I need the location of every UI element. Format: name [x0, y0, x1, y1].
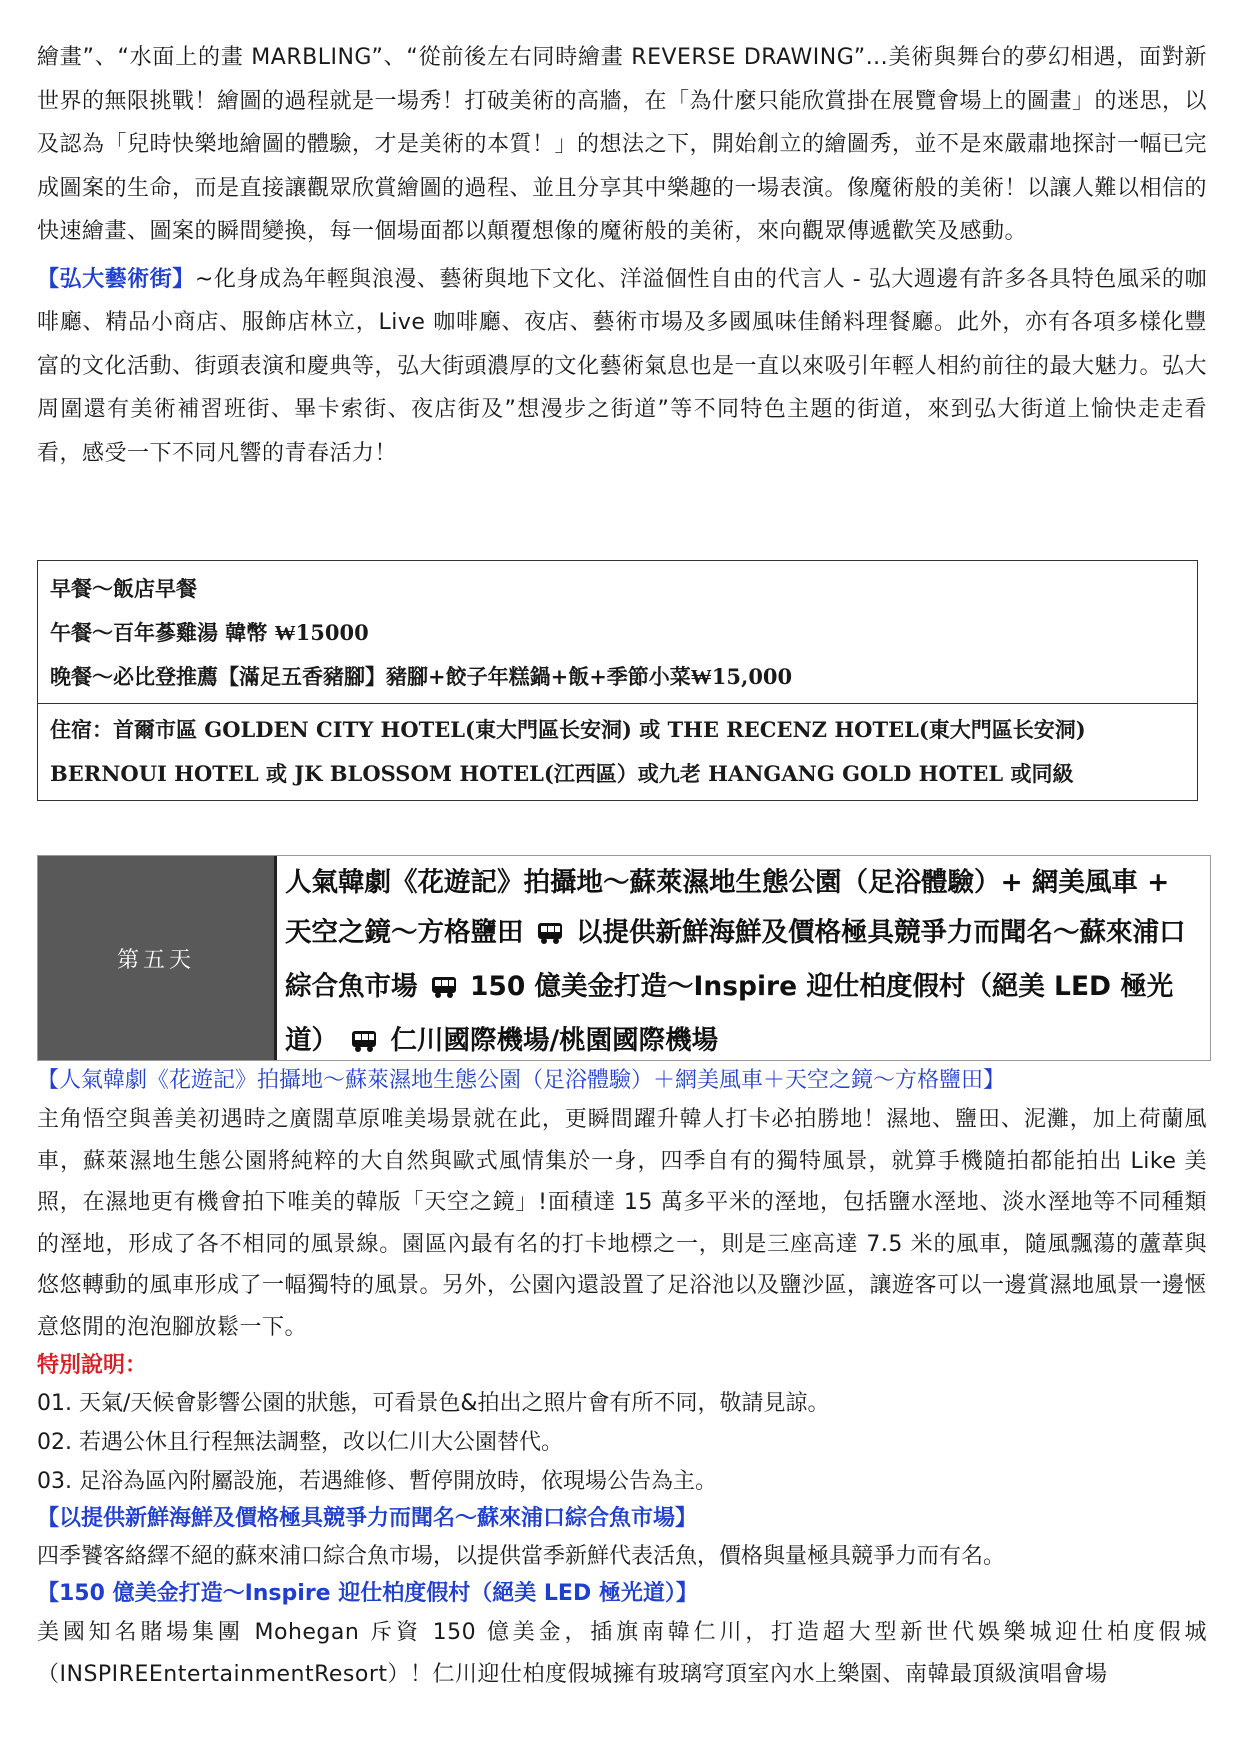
bus-icon: [430, 966, 458, 1016]
dinner-line: 晚餐～必比登推薦【滿足五香豬腳】豬腳+餃子年糕鍋+飯+季節小菜₩15,000: [50, 664, 793, 689]
day5-title: [277, 856, 1210, 1060]
intro-rest: 幻相遇，面對新世界的無限挑戰！繪圖的過程就是一場秀！打破美術的高牆，在「為什麼只能欣賞掛在展覽會場上的圖畫」的迷思，以及認為「兒時快樂地繪圖的體驗，才是美術的本質！」的想法之下，開始創立的繪圖秀，並不是來嚴肅地探討一幅已完成圖案的生命，而是直接讓觀眾欣賞繪圖的過程、並且分享其中樂趣的一場表演。像魔術般的美術！以讓人難以相信的快速繪畫、圖案的瞬間變換，每一個場面都以顛覆想像的魔術般的美術，來向觀眾傳遞歡笑及感動。: [37, 45, 1208, 244]
breakfast-line: 早餐～飯店早餐: [50, 576, 197, 601]
day5-title-part3: 150 億美金打造～Inspire 迎仕柏度假村（絕美 LED 極光道）: [285, 971, 1174, 1056]
intro-section: [37, 36, 1207, 475]
hotel-line: 住宿：首爾市區 GOLDEN CITY HOTEL(東大門區长安洞) 或 THE RECENZ HOTEL(東大門區长安洞) BERNOUI HOTEL 或 JK BLOSSOM HOTEL(江西區）或九老 HANGANG GOLD HOTEL 或同級: [50, 717, 1086, 786]
fishmarket-body: 四季饕客絡繹不絕的蘇來浦口綜合魚市場，以提供當季新鮮代表活魚，價格與量極具競爭力而有名。: [37, 1544, 1006, 1569]
note-item: 02. 若遇公休且行程無法調整，改以仁川大公園替代。: [37, 1430, 563, 1455]
intro-line1: 繪畫”、“水面上的畫 MARBLING”、“從前後左右同時繪畫 REVERSE DRAWING”...美術與舞台的夢: [37, 45, 1048, 70]
hongdae-body: ~化身成為年輕與浪漫、藝術與地下文化、洋溢個性自由的代言人 - 弘大週邊有許多各具特色風采的咖啡廳、精品小商店、服飾店林立，Live 咖啡廳、夜店、藝術市場及多國風味佳餚料理餐廳。此外，亦有各項多樣化豐富的文化活動、街頭表演和慶典等，弘大街頭濃厚的文化藝術氣息也是一直以來吸引年輕人相約前往的最大魅力。弘大周圍還有美術補習班街、畢卡索街、夜店街及”想漫步之街道”等不同特色主題的街道，來到弘大街道上愉快走走看看，感受一下不同凡響的青春活力！: [37, 266, 1208, 466]
meals-list: [38, 561, 1197, 704]
meal-info-box: [37, 560, 1198, 801]
fishmarket-heading: 【以提供新鮮海鮮及價格極具競爭力而聞名～蘇來浦口綜合魚市場】: [37, 1506, 698, 1531]
note-item: 01. 天氣/天候會影響公園的狀態，可看景色&拍出之照片會有所不同，敬請見諒。: [37, 1391, 830, 1416]
inspire-body: 美國知名賭場集團 Mohegan 斥資 150 億美金，插旗南韓仁川，打造超大型新世代娛樂城迎仕柏度假城（INSPIREEntertainmentResort）！仁川迎仕柏度假城擁有玻璃穹頂室內水上樂園、南韓最頂級演唱會場: [37, 1620, 1207, 1687]
day5-title-part4: 仁川國際機場/桃園國際機場: [390, 1025, 719, 1056]
day5-title-part1: 人氣韓劇《花遊記》拍攝地～蘇萊濕地生態公園（足浴體驗）+ 網美風車 + 天空之鏡～方格鹽田: [285, 867, 1170, 948]
intro-paragraph: [37, 36, 1207, 254]
note-item: 03. 足浴為區內附屬設施，若遇維修、暫停開放時，依現場公告為主。: [37, 1469, 717, 1494]
day5-label: 第五天: [38, 856, 277, 1060]
day5-title-part2: 以提供新鮮海鮮及價格極具競爭力而聞名～蘇來浦口綜合魚市場: [285, 917, 1186, 1002]
sorae-heading: 【人氣韓劇《花遊記》拍攝地～蘇萊濕地生態公園（足浴體驗）＋網美風車＋天空之鏡～方格鹽田】: [37, 1068, 1006, 1093]
day5-details: [37, 1063, 1207, 1695]
lunch-line: 午餐～百年蔘雞湯 韓幣 ₩15000: [50, 620, 369, 645]
hongdae-heading: 【弘大藝術街】: [37, 266, 195, 292]
special-heading: 特別說明：: [37, 1353, 148, 1378]
inspire-heading: 【150 億美金打造～Inspire 迎仕柏度假村（絕美 LED 極光道）】: [37, 1581, 698, 1606]
hongdae-paragraph: [37, 258, 1207, 476]
sorae-body: 主角悟空與善美初遇時之廣闊草原唯美場景就在此，更瞬間躍升韓人打卡必拍勝地！濕地、鹽田、泥灘，加上荷蘭風車，蘇萊濕地生態公園將純粹的大自然與歐式風情集於一身，四季自有的獨特風景，就算手機隨拍都能拍出 Like 美照，在濕地更有機會拍下唯美的韓版「天空之鏡」!面積達 15 萬多平米的溼地，包括鹽水溼地、淡水溼地等不同種類的溼地，形成了各不相同的風景線。園區內最有名的打卡地標之一，則是三座高達 7.5 米的風車，隨風飄蕩的蘆葦與悠悠轉動的風車形成了一幅獨特的風景。另外，公園內還設置了足浴池以及鹽沙區，讓遊客可以一邊賞濕地風景一邊愜意悠閒的泡泡腳放鬆一下。: [37, 1107, 1208, 1340]
bus-icon: [536, 912, 564, 962]
day5-header: [37, 855, 1211, 1061]
